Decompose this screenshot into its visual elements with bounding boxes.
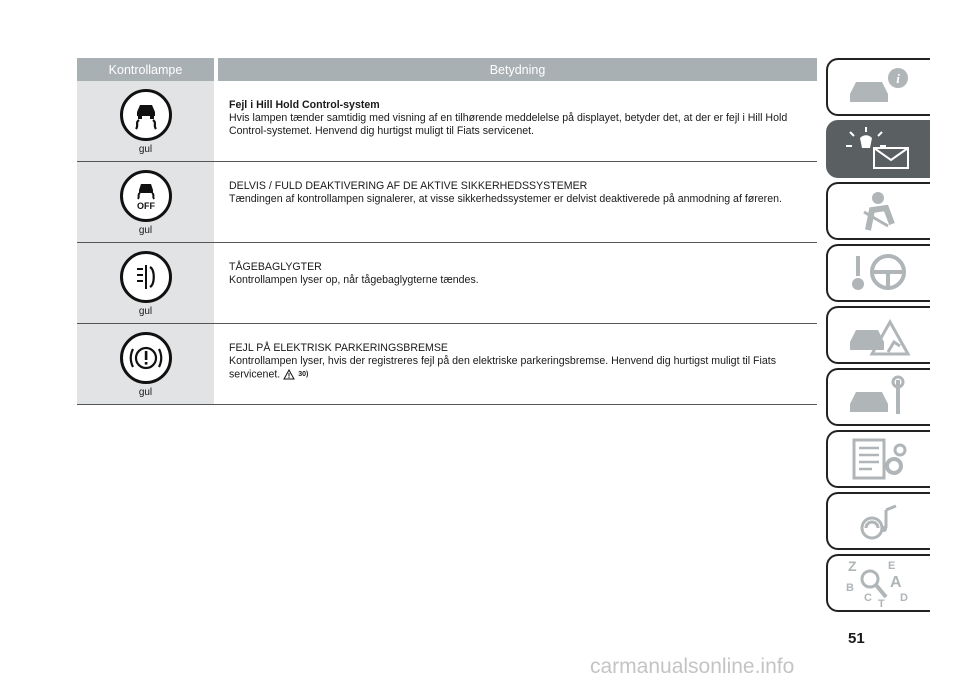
lamp-cell: [77, 81, 214, 161]
lamp-color-label: gul: [138, 225, 153, 236]
table-row: [77, 162, 817, 243]
table-header: [77, 58, 817, 81]
warning-reference: [283, 368, 308, 381]
header-lamp: Kontrollampe: [77, 58, 214, 81]
lamp-cell: [77, 162, 214, 242]
multimedia-icon: [842, 498, 916, 544]
steering-wheel-icon: [842, 250, 916, 296]
row-title: FEJL PÅ ELEKTRISK PARKERINGSBREMSE: [229, 342, 448, 354]
row-description: Hvis lampen tænder samtidig med visning af en tilhørende meddelelse på displayet, betyder det, at der er fejl i Hill Hold Control-systemet. Henvend dig hurtigst muligt til Fiats servicenet.: [229, 112, 788, 137]
warning-lights-table: [77, 58, 817, 405]
rear-fog-light-icon: [120, 251, 172, 303]
row-description: [229, 355, 817, 381]
car-info-icon: [842, 64, 916, 110]
page-number: 51: [848, 630, 865, 647]
tab-car-info[interactable]: [826, 58, 930, 116]
index-letter: T: [878, 598, 885, 609]
row-title: Fejl i Hill Hold Control-system: [229, 99, 380, 111]
meaning-cell: [214, 243, 817, 323]
index-letter: B: [846, 582, 854, 594]
safety-person-icon: [842, 188, 916, 234]
tab-warning-lights-messages[interactable]: [826, 120, 930, 178]
table-row: [77, 243, 817, 324]
tab-safety[interactable]: [826, 182, 930, 240]
svg-text:OFF: OFF: [136, 201, 155, 211]
lamp-cell: [77, 324, 214, 404]
parking-brake-icon: [120, 332, 172, 384]
alphabetical-index-icon: [842, 557, 916, 609]
index-letter: E: [888, 560, 896, 572]
row-title: DELVIS / FULD DEAKTIVERING AF DE AKTIVE SIKKERHEDSSYSTEMER: [229, 180, 588, 192]
lamp-color-label: gul: [138, 387, 153, 398]
meaning-cell: [214, 162, 817, 242]
header-meaning: Betydning: [218, 58, 817, 81]
row-title: TÅGEBAGLYGTER: [229, 261, 322, 273]
hill-hold-skid-icon: [120, 89, 172, 141]
index-letter: C: [864, 592, 872, 604]
tab-starting-driving[interactable]: [826, 244, 930, 302]
watermark: carmanualsonline.info: [590, 655, 795, 678]
lamp-color-label: gul: [138, 144, 153, 155]
chapter-sidebar: [826, 58, 930, 616]
tab-index[interactable]: [826, 554, 930, 612]
warning-lights-messages-icon: [842, 126, 916, 172]
svg-text:i: i: [896, 71, 900, 86]
index-letter: A: [890, 574, 902, 591]
warning-triangle-icon: [283, 369, 295, 380]
tab-multimedia[interactable]: [826, 492, 930, 550]
esc-off-icon: [120, 170, 172, 222]
table-row: [77, 81, 817, 162]
row-description-text: Kontrollampen lyser, hvis der registreres fejl på den elektriske parkeringsbremse. Henvend dig hurtigst muligt til Fiats servicenet.: [229, 355, 777, 381]
warning-reference-number: 30): [298, 371, 309, 378]
index-letter: Z: [848, 558, 857, 574]
table-row: [77, 324, 817, 405]
technical-data-icon: [842, 436, 916, 482]
lamp-cell: [77, 243, 214, 323]
index-letter: D: [900, 592, 908, 604]
tab-technical-data[interactable]: [826, 430, 930, 488]
tab-maintenance[interactable]: [826, 368, 930, 426]
row-description: Kontrollampen lyser op, når tågebaglygterne tændes.: [229, 274, 479, 286]
roadside-emergency-icon: [842, 312, 916, 358]
lamp-color-label: gul: [138, 306, 153, 317]
row-description: Tændingen af kontrollampen signalerer, at visse sikkerhedssystemer er delvist deaktiverede på anmodning af føreren.: [229, 193, 782, 205]
meaning-cell: [214, 324, 817, 404]
tab-emergency[interactable]: [826, 306, 930, 364]
car-maintenance-icon: [842, 374, 916, 420]
meaning-cell: [214, 81, 817, 161]
